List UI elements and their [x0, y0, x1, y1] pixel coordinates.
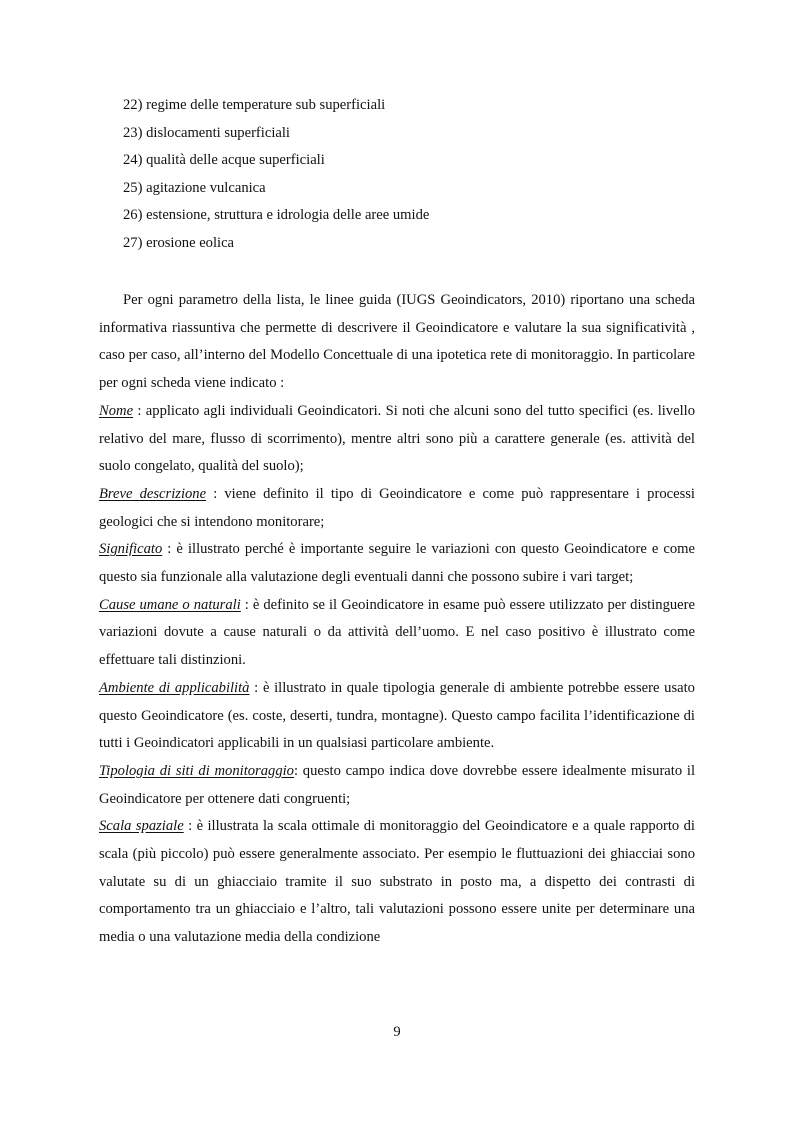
intro-paragraph: Per ogni parametro della lista, le linee guida (IUGS Geoindicators, 2010) riportano una scheda informativa riassuntiva che permette di descrivere il Geoindicatore e valutare la sua significatività , caso per caso, all’interno del Modello Concettuale di una ipotetica rete di monitoraggio. In particolare per ogni scheda viene indicato :: [99, 292, 695, 392]
list-item: 22) regime delle temperature sub superficiali: [123, 97, 386, 113]
field-description: : è illustrato in quale tipologia generale di ambiente potrebbe essere usato questo Geoindicatore (es. coste, deserti, tundra, montagne). Questo campo facilita l’identificazione di tutti i Geoindicatori applicabili in un qualsiasi particolare ambiente.: [99, 679, 695, 752]
field-description: : è illustrata la scala ottimale di monitoraggio del Geoindicatore e a quale rapporto di scala (più piccolo) può essere generalmente associato. Per esempio le fluttuazioni dei ghiacciai sono valutate su di un ghiacciaio tramite il suo substrato in posto ma, a dispetto dei contrasti di comportamento tra un ghiacciaio e l’altro, tali valutazioni possono essere unite per determinare una media o una valutazione media della condizione: [99, 818, 695, 946]
field-breve-descrizione: [99, 481, 695, 536]
list-item: 25) agitazione vulcanica: [123, 179, 266, 196]
list-item: 27) erosione eolica: [123, 234, 235, 251]
body-text: [99, 287, 695, 952]
field-ambiente: [99, 675, 695, 758]
field-term: Breve descrizione: [99, 485, 207, 502]
field-term: Nome: [99, 402, 134, 419]
field-description: : viene definito il tipo di Geoindicatore e come può rappresentare i processi geologici che si intendono monitorare;: [99, 485, 695, 530]
geoindicator-list: [123, 94, 429, 260]
list-item: 24) qualità delle acque superficiali: [123, 152, 325, 169]
field-tipologia-siti: [99, 758, 695, 813]
list-item: 26) estensione, struttura e idrologia delle aree umide: [123, 207, 430, 224]
field-cause: [99, 592, 695, 675]
field-description: : applicato agli individuali Geoindicatori. Si noti che alcuni sono del tutto specifici (es. livello relativo del mare, flusso di scorrimento), mentre altri sono più a carattere generale (es. attività del suolo congelato, qualità del suolo);: [99, 402, 695, 475]
field-description: : questo campo indica dove dovrebbe essere idealmente misurato il Geoindicatore per ottenere dati congruenti;: [99, 762, 695, 807]
field-term: Scala spaziale: [99, 818, 184, 835]
list-item: 23) dislocamenti superficiali: [123, 124, 290, 141]
field-term: Significato: [99, 541, 163, 558]
field-term: Tipologia di siti di monitoraggio: [99, 762, 294, 779]
field-description: : è illustrato perché è importante seguire le variazioni con questo Geoindicatore e come questo sia funzionale alla valutazione degli eventuali danni che possono subire i vari target;: [99, 541, 695, 586]
field-significato: [99, 536, 695, 591]
field-scala-spaziale: [99, 813, 695, 952]
field-term: Cause umane o naturali: [99, 596, 241, 613]
field-term: Ambiente di applicabilità: [99, 679, 250, 696]
field-description: : è definito se il Geoindicatore in esame può essere utilizzato per distinguere variazioni dovute a cause naturali o da attività dell’uomo. E nel caso positivo è illustrato come effettuare tali distinzioni.: [99, 596, 695, 669]
field-nome: [99, 398, 695, 481]
page-number: 9: [393, 1024, 401, 1040]
